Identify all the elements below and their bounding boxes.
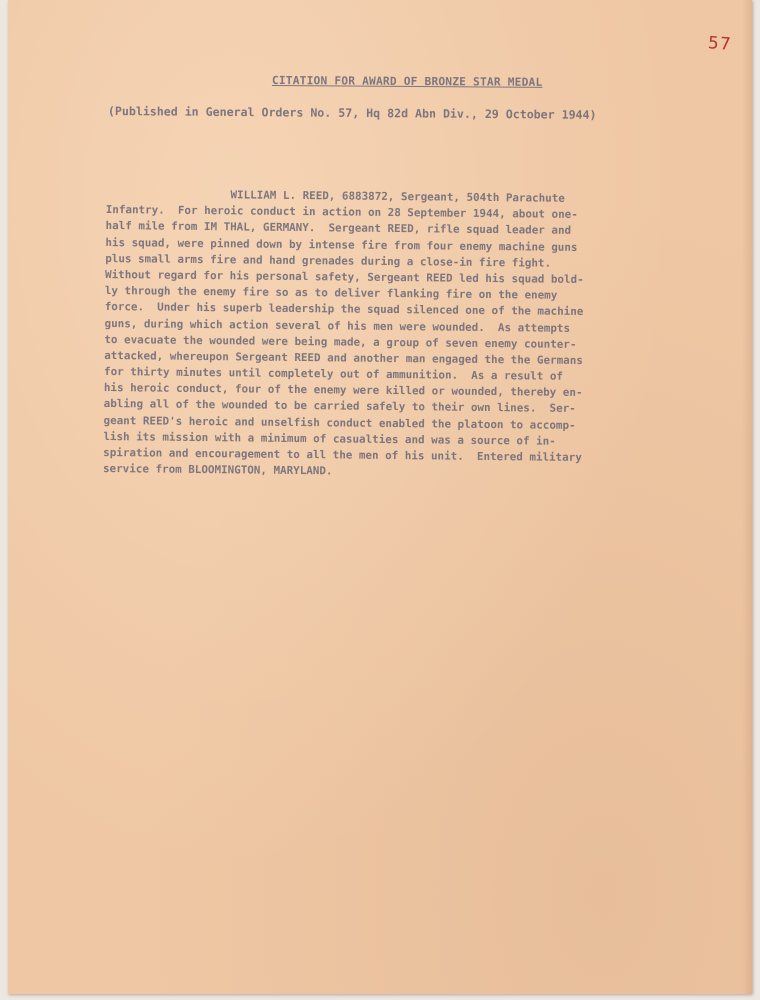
body-line: his squad, were pinned down by intense fire from four enemy machine guns bbox=[105, 235, 578, 254]
body-line: plus small arms fire and hand grenades during a close-in fire fight. bbox=[105, 251, 552, 270]
body-line: guns, during which action several of his men were wounded. As attempts bbox=[104, 316, 571, 335]
body-line: force. Under his superb leadership the squad silenced one of the machine bbox=[104, 300, 584, 319]
page-edge-shadow bbox=[742, 0, 752, 994]
document-page bbox=[8, 0, 752, 994]
body-line: Without regard for his personal safety, Sergeant REED led his squad bold- bbox=[105, 267, 584, 286]
body-line: service from BLOOMINGTON, MARYLAND. bbox=[102, 462, 333, 478]
body-line: abling all of the wounded to be carried safely to their own lines. Ser- bbox=[103, 397, 576, 416]
body-line: geant REED's heroic and unselfish conduct enabled the platoon to accomp- bbox=[103, 413, 576, 432]
body-line: Infantry. For heroic conduct in action on 28 September 1944, about one- bbox=[105, 203, 578, 222]
publication-note: (Published in General Orders No. 57, Hq 82d Abn Div., 29 October 1944) bbox=[107, 104, 597, 122]
handwritten-page-number: 57 bbox=[707, 33, 733, 55]
body-line: his heroic conduct, four of the enemy were killed or wounded, thereby en- bbox=[103, 381, 583, 400]
body-line: ly through the enemy fire so as to deliver flanking fire on the enemy bbox=[104, 284, 558, 302]
body-line: attacked, whereupon Sergeant REED and another man engaged the the Germans bbox=[104, 348, 583, 367]
body-line: half mile from IM THAL, GERMANY. Sergeant REED, rifle squad leader and bbox=[105, 219, 572, 238]
body-line: lish its mission with a minimum of casualties and was a source of in- bbox=[103, 429, 556, 448]
citation-title: CITATION FOR AWARD OF BRONZE STAR MEDAL bbox=[271, 74, 543, 89]
citation-body bbox=[103, 186, 686, 483]
body-line: to evacuate the wounded were being made, a group of seven enemy counter- bbox=[104, 332, 577, 351]
body-line: spiration and encouragement to all the men of his unit. Entered military bbox=[103, 445, 582, 464]
body-line: WILLIAM L. REED, 6883872, Sergeant, 504th Parachute bbox=[105, 186, 565, 205]
body-line: for thirty minutes until completely out of ammunition. As a result of bbox=[103, 365, 564, 383]
